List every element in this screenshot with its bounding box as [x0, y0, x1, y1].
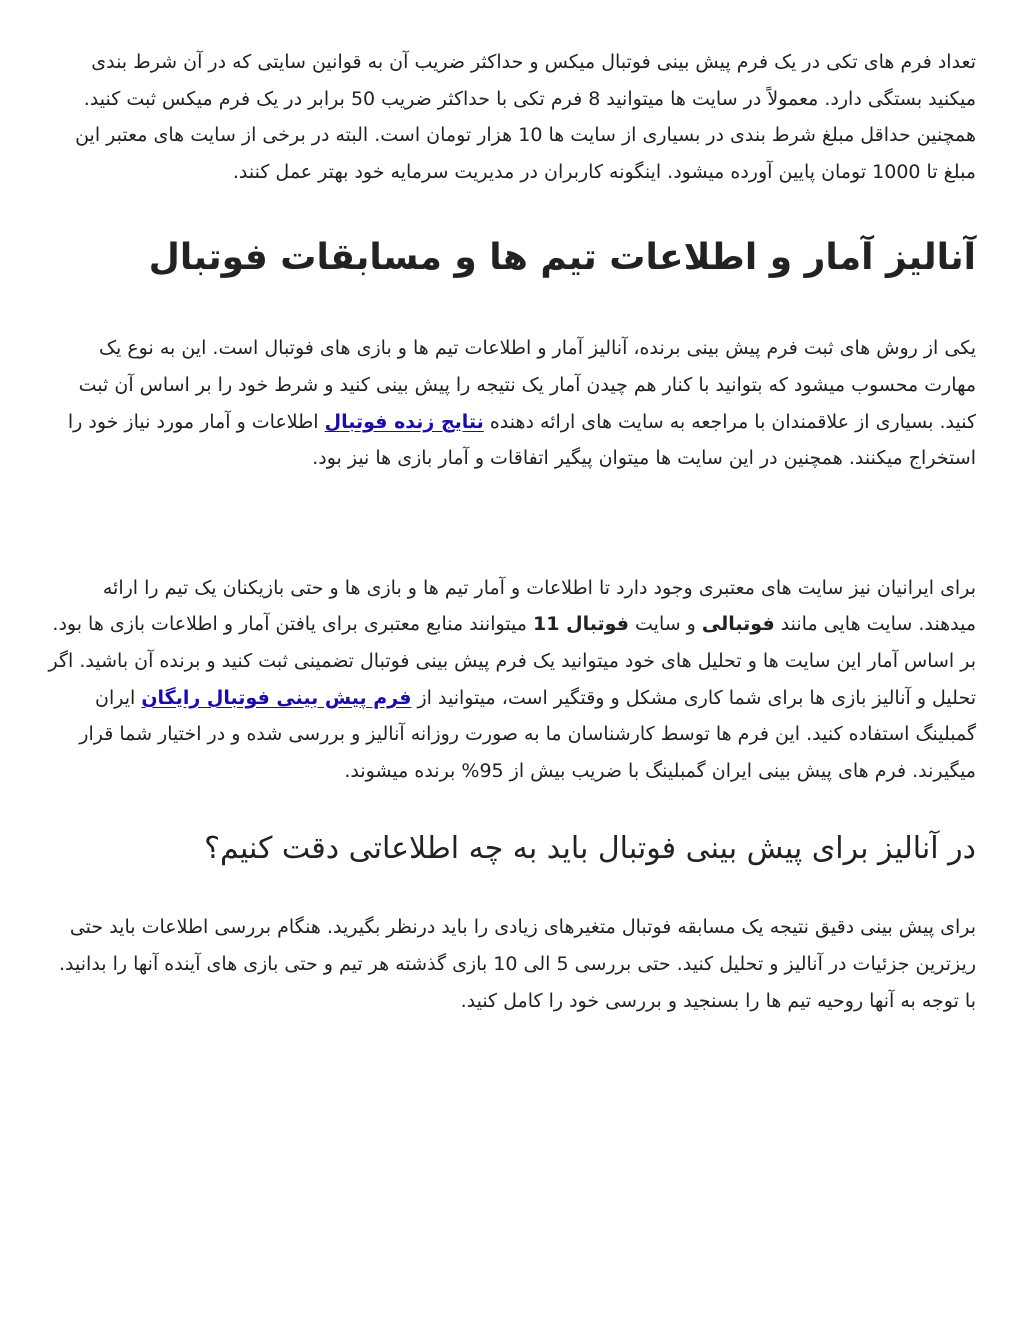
paragraph-text: برای ایرانیان نیز سایت های معتبری وجود دارد تا اطلاعات و آمار تیم ها و بازی ها و حتی بازیکنان یک تیم را ارائه میدهند. سایت هایی مانند — [102, 576, 976, 636]
paragraph-iranian-sites — [48, 570, 976, 790]
heading-stats-analysis: آنالیز آمار و اطلاعات تیم ها و مسابقات فوتبال — [148, 237, 976, 279]
paragraph-text: ایران گمبلینگ استفاده کنید. این فرم ها توسط کارشناسان ما به صورت روزانه آنالیز و بررسی شده و در اختیار شما قرار میگیرند. فرم های پیش بینی ایران گمبلینگ با ضریب بیش از 95% برنده میشوند. — [79, 686, 976, 782]
paragraph-analysis-variables: برای پیش بینی دقیق نتیجه یک مسابقه فوتبال متغیرهای زیادی را باید درنظر بگیرید. هنگام بررسی اطلاعات باید حتی ریزترین جزئیات در آنالیز و تحلیل کنید. حتی بررسی 5 الی 10 بازی گذشته هر تیم و حتی بازی های آینده آنها را بدانید. با توجه به آنها روحیه تیم ها را بسنجید و بررسی خود را کامل کنید. — [59, 916, 976, 1012]
paragraph-text: اطلاعات و آمار مورد نیاز خود را استخراج میکنند. همچنین در این سایت ها میتوان پیگیر اتفاقات و آمار بازی ها نیز بود. — [67, 410, 976, 470]
paragraph-mix-form-rules: تعداد فرم های تکی در یک فرم پیش بینی فوتبال میکس و حداکثر ضریب آن به قوانین سایتی که در آن شرط بندی میکنید بستگی دارد. معمولاً در سایت ها میتوانید 8 فرم تکی با حداکثر ضریب 50 برابر در یک فرم میکس ثبت کنید. همچنین حداقل مبلغ شرط بندی در بسیاری از سایت ها 10 هزار تومان است. البته در برخی از سایت های معتبر این مبلغ تا 1000 تومان پایین آورده میشود. اینگونه کاربران در مدیریت سرمایه خود بهتر عمل کنند. — [75, 51, 976, 183]
paragraph-text: و سایت — [628, 613, 702, 636]
link-free-prediction-form[interactable]: فرم پیش بینی فوتبال رایگان — [141, 686, 412, 709]
link-live-football-results[interactable]: نتایج زنده فوتبال — [324, 410, 484, 433]
site-name-football11: فوتبال 11 — [533, 613, 629, 636]
site-name-footballi: فوتبالی — [701, 613, 775, 636]
paragraph-stats-method — [48, 330, 976, 476]
paragraph-text: یکی از روش های ثبت فرم پیش بینی برنده، آنالیز آمار و اطلاعات تیم ها و بازی های فوتبال است. این به نوع یک مهارت محسوب میشود که بتوانید با کنار هم چیدن آمار یک نتیجه را پیش بینی کنید و شرط خود را بر اساس آن ثبت کنید. بسیاری از علاقمندان با مراجعه به سایت های ارائه دهنده — [78, 337, 976, 433]
heading-analysis-details: در آنالیز برای پیش بینی فوتبال باید به چه اطلاعاتی دقت کنیم؟ — [204, 831, 976, 867]
paragraph-text: میتوانند منابع معتبری برای یافتن آمار و اطلاعات بازی ها بود. بر اساس آمار این سایت ها و تحلیل های خود میتوانید یک فرم پیش بینی فوتبال تضمینی ثبت کنید و برنده آن باشید. اگر تحلیل و آنالیز بازی ها برای شما کاری مشکل و وقتگیر است، میتوانید از — [48, 613, 976, 709]
